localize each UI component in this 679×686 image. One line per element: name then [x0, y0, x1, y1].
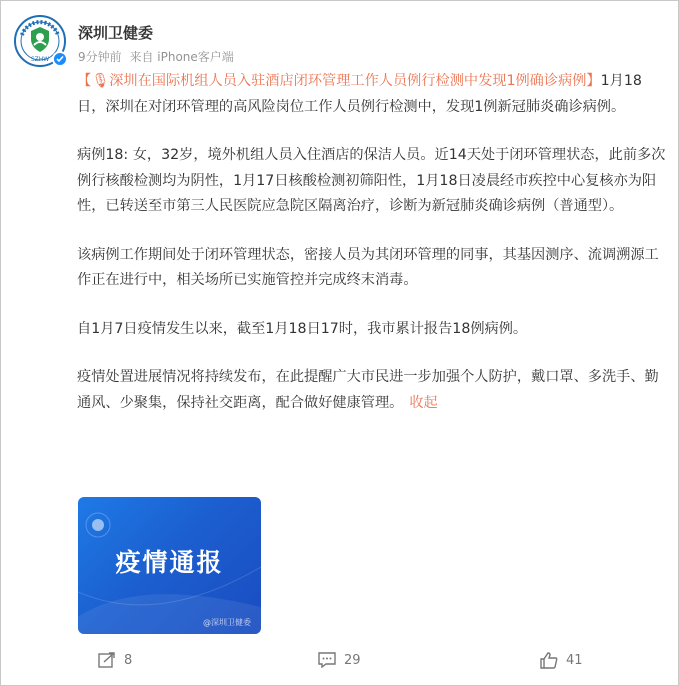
like-count: 41 [566, 653, 583, 668]
logo-text: SZHW [30, 56, 50, 63]
comment-count: 29 [344, 652, 361, 668]
comment-button[interactable] [318, 652, 361, 668]
topic-link[interactable]: 【🎙深圳在国际机组人员入驻酒店闭环管理工作人员例行检测中发现1例确诊病例】 [77, 73, 601, 89]
paragraph-1-text: 1月18日，深圳在对闭环管理的高风险岗位工作人员例行检测中，发现1例新冠肺炎确诊病例。 [77, 73, 642, 115]
like-button[interactable] [540, 652, 583, 669]
verified-badge-icon [52, 51, 68, 67]
post-source: 来自 iPhone客户端 [129, 50, 234, 64]
paragraph-4: 自1月7日疫情发生以来，截至1月18日17时，我市累计报告18例病例。 [77, 320, 528, 337]
paragraph-5-text: 疫情处置进展情况将持续发布，在此提醒广大市民进一步加强个人防护，戴口罩、多洗手、勤通风、少聚集，保持社交距离，配合做好健康管理。 [77, 369, 659, 411]
image-title: 疫情通报 [115, 548, 224, 577]
share-icon [98, 652, 116, 668]
paragraph-3: 该病例工作期间处于闭环管理状态，密接人员为其闭环管理的同事，其基因测序、流调溯源工作正在进行中，相关场所已实施管控并完成终末消毒。 [77, 246, 659, 288]
post-body [77, 69, 667, 439]
paragraph-5 [77, 365, 667, 416]
share-count: 8 [124, 652, 133, 668]
author-name[interactable]: 深圳卫健委 [78, 24, 154, 42]
paragraph-1 [77, 69, 667, 120]
share-button[interactable] [98, 652, 132, 668]
collapse-link[interactable]: 收起 [409, 394, 438, 411]
thumbs-up-icon [540, 652, 558, 669]
action-bar [0, 652, 679, 676]
post-meta [78, 48, 238, 65]
paragraph-2: 病例18: 女，32岁，境外机组人员入住酒店的保洁人员。近14天处于闭环管理状态，此前多次例行核酸检测均为阴性，1月17日核酸检测初筛阳性，1月18日凌晨经市疾控中心复核亦为阳性，已转送至市第三人民医院应急院区隔离治疗，诊断为新冠肺炎确诊病例（普通型）。 [77, 147, 666, 214]
post-time[interactable]: 9分钟前 [78, 50, 122, 64]
image-watermark: @深圳卫健委 [203, 618, 251, 627]
post-image[interactable] [78, 497, 261, 634]
comment-icon [318, 652, 336, 668]
